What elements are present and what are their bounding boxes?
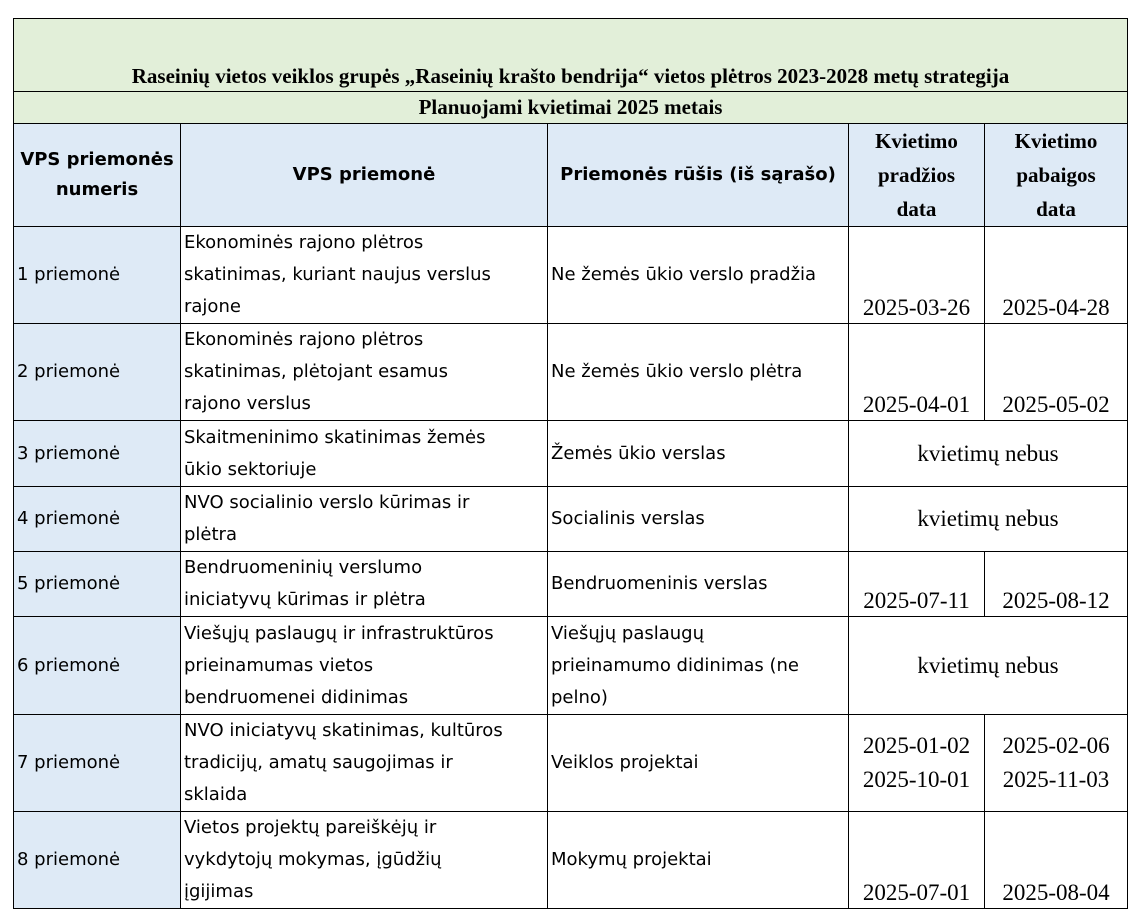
measure-name: NVO iniciatyvų skatinimas, kultūros tradicijų, amatų saugojimas ir sklaida [181,715,548,812]
table-title: Raseinių vietos veiklos grupės „Raseinių krašto bendrija“ vietos plėtros 2023-2028 metų strategija [14,19,1128,92]
table-row [14,227,1128,324]
no-calls-note: kvietimų nebus [849,617,1128,715]
measure-number: 2 priemonė [14,324,181,421]
call-start-date: 2025-04-01 [849,324,985,421]
call-start-date: 2025-07-01 [849,812,985,909]
header-row [14,124,1128,227]
table-row [14,324,1128,421]
call-start-date: 2025-07-11 [849,552,985,617]
measure-number: 6 priemonė [14,617,181,715]
measure-number: 7 priemonė [14,715,181,812]
measure-type: Socialinis verslas [548,487,849,552]
call-start-date: 2025-01-02 2025-10-01 [849,715,985,812]
measure-type: Mokymų projektai [548,812,849,909]
strategy-table [13,18,1128,909]
table-row [14,552,1128,617]
measure-type: Ne žemės ūkio verslo pradžia [548,227,849,324]
call-end-date: 2025-05-02 [985,324,1128,421]
table-row [14,487,1128,552]
call-start-date: 2025-03-26 [849,227,985,324]
measure-name: Bendruomeninių verslumo iniciatyvų kūrimas ir plėtra [181,552,548,617]
table-subtitle: Planuojami kvietimai 2025 metais [14,92,1128,124]
measure-name: Viešųjų paslaugų ir infrastruktūros prieinamumas vietos bendruomenei didinimas [181,617,548,715]
measure-type: Bendruomeninis verslas [548,552,849,617]
measure-name: Skaitmeninimo skatinimas žemės ūkio sektoriuje [181,421,548,487]
measure-type: Ne žemės ūkio verslo plėtra [548,324,849,421]
table-row [14,812,1128,909]
measure-number: 8 priemonė [14,812,181,909]
table-row [14,421,1128,487]
call-end-date: 2025-04-28 [985,227,1128,324]
no-calls-note: kvietimų nebus [849,487,1128,552]
header-measure: VPS priemonė [181,124,548,227]
measure-type: Veiklos projektai [548,715,849,812]
call-end-date: 2025-02-06 2025-11-03 [985,715,1128,812]
header-type: Priemonės rūšis (iš sąrašo) [548,124,849,227]
measure-name: NVO socialinio verslo kūrimas ir plėtra [181,487,548,552]
measure-name: Vietos projektų pareiškėjų ir vykdytojų mokymas, įgūdžių įgijimas [181,812,548,909]
measure-number: 3 priemonė [14,421,181,487]
measure-number: 4 priemonė [14,487,181,552]
measure-number: 1 priemonė [14,227,181,324]
measure-type: Viešųjų paslaugų prieinamumo didinimas (ne pelno) [548,617,849,715]
header-start-date: Kvietimo pradžios data [849,124,985,227]
header-end-date: Kvietimo pabaigos data [985,124,1128,227]
table-row [14,617,1128,715]
no-calls-note: kvietimų nebus [849,421,1128,487]
measure-number: 5 priemonė [14,552,181,617]
call-end-date: 2025-08-12 [985,552,1128,617]
measure-type: Žemės ūkio verslas [548,421,849,487]
table-row [14,715,1128,812]
measure-name: Ekonominės rajono plėtros skatinimas, plėtojant esamus rajono verslus [181,324,548,421]
header-number: VPS priemonės numeris [14,124,181,227]
call-end-date: 2025-08-04 [985,812,1128,909]
measure-name: Ekonominės rajono plėtros skatinimas, kuriant naujus verslus rajone [181,227,548,324]
